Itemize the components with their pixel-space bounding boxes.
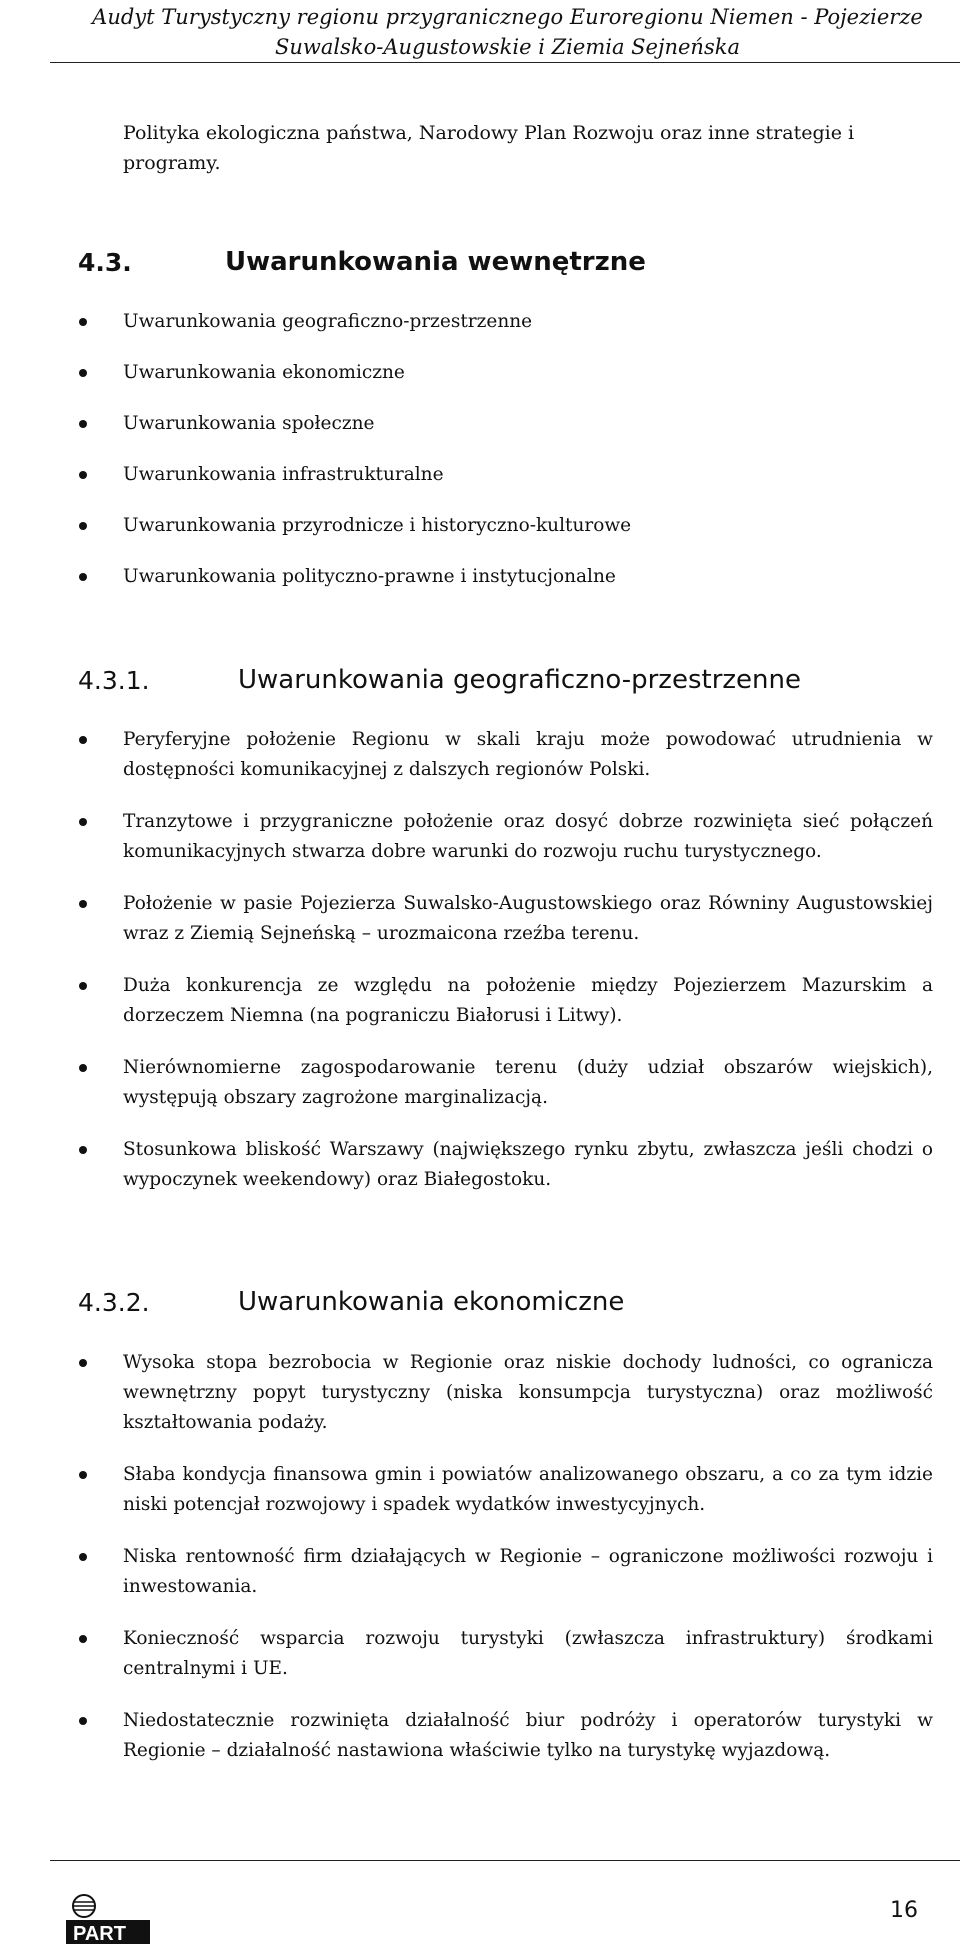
list-item: Wysoka stopa bezrobocia w Regionie oraz niskie dochody ludności, co ogranicza wewnętrzny popyt turystyczny (niska konsumpcja turystyczna) oraz możliwość kształtowania podaży. [0,1348,933,1438]
list-item: Duża konkurencja ze względu na położenie między Pojezierzem Mazurskim a dorzeczem Niemna (na pograniczu Białorusi i Litwy). [0,971,933,1031]
list-item: Położenie w pasie Pojezierza Suwalsko-Augustowskiego oraz Równiny Augustowskiej wraz z Ziemią Sejneńską – urozmaicona rzeźba terenu. [0,889,933,949]
logo-text: PART [73,1923,126,1944]
bullet-icon [79,818,87,826]
bullet-icon [79,1064,87,1072]
running-header [55,2,960,62]
section-432-title: Uwarunkowania ekonomiczne [238,1287,625,1317]
globe-icon [66,1892,154,1944]
section-432-list [0,1348,960,1788]
section-431-list [0,725,960,1217]
footer-divider [50,1860,960,1861]
bullet-icon [79,369,87,377]
list-item: Niedostatecznie rozwinięta działalność biur podróży i operatorów turystyki w Regionie – działalność nastawiona właściwie tylko na turystykę wyjazdową. [0,1706,933,1766]
bullet-icon [79,1717,87,1725]
list-item: Słaba kondycja finansowa gmin i powiatów analizowanego obszaru, a co za tym idzie niski potencjał rozwojowy i spadek wydatków inwestycyjnych. [0,1460,933,1520]
list-item: Niska rentowność firm działających w Regionie – ograniczone możliwości rozwoju i inwestowania. [0,1542,933,1602]
bullet-icon [79,522,87,530]
bullet-icon [79,318,87,326]
list-item: Stosunkowa bliskość Warszawy (największego rynku zbytu, zwłaszcza jeśli chodzi o wypoczynek weekendowy) oraz Białegostoku. [0,1135,933,1195]
header-line-2: Suwalsko-Augustowskie i Ziemia Sejneńska [275,35,740,59]
part-logo [66,1892,154,1944]
bullet-icon [79,420,87,428]
list-item: Uwarunkowania ekonomiczne [0,358,933,388]
bullet-icon [79,471,87,479]
section-432-number: 4.3.2. [78,1288,150,1317]
section-431-title: Uwarunkowania geograficzno-przestrzenne [238,665,801,695]
section-43-title: Uwarunkowania wewnętrzne [225,247,646,277]
bullet-icon [79,736,87,744]
intro-paragraph: Polityka ekologiczna państwa, Narodowy Plan Rozwoju oraz inne strategie i programy. [123,122,855,174]
bullet-icon [79,1471,87,1479]
bullet-icon [79,573,87,581]
list-item: Peryferyjne położenie Regionu w skali kraju może powodować utrudnienia w dostępności komunikacyjnej z dalszych regionów Polski. [0,725,933,785]
list-item: Nierównomierne zagospodarowanie terenu (duży udział obszarów wiejskich), występują obszary zagrożone marginalizacją. [0,1053,933,1113]
bullet-icon [79,1359,87,1367]
page-number: 16 [890,1898,918,1923]
bullet-icon [79,982,87,990]
list-item: Tranzytowe i przygraniczne położenie oraz dosyć dobrze rozwinięta sieć połączeń komunikacyjnych stwarza dobre warunki do rozwoju ruchu turystycznego. [0,807,933,867]
header-divider [50,62,960,63]
bullet-icon [79,900,87,908]
section-43-number: 4.3. [78,248,132,277]
list-item: Konieczność wsparcia rozwoju turystyki (zwłaszcza infrastruktury) środkami centralnymi i UE. [0,1624,933,1684]
list-item: Uwarunkowania społeczne [0,409,933,439]
list-item: Uwarunkowania polityczno-prawne i instytucjonalne [0,562,933,592]
list-item: Uwarunkowania infrastrukturalne [0,460,933,490]
bullet-icon [79,1635,87,1643]
bullet-icon [79,1553,87,1561]
section-43-list [0,307,960,613]
header-line-1: Audyt Turystyczny regionu przygranicznego Euroregionu Niemen - Pojezierze [92,5,923,29]
list-item: Uwarunkowania geograficzno-przestrzenne [0,307,933,337]
list-item: Uwarunkowania przyrodnicze i historyczno-kulturowe [0,511,933,541]
bullet-icon [79,1146,87,1154]
section-431-number: 4.3.1. [78,666,150,695]
